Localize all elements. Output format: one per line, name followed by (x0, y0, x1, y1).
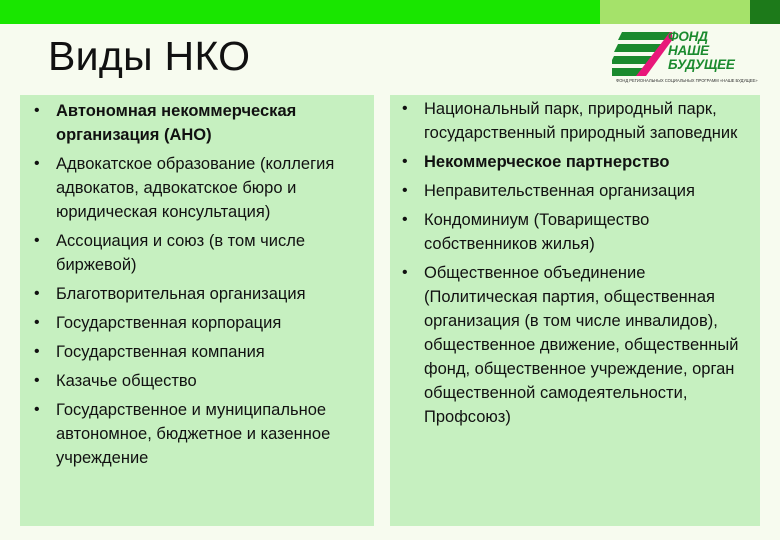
bullet-icon: • (34, 343, 40, 360)
list-item (32, 282, 366, 306)
list-item (400, 97, 752, 145)
list-item (400, 150, 752, 174)
list-item-text: Казачье общество (56, 372, 197, 390)
list-item-text: Государственная компания (56, 343, 265, 361)
bullet-icon: • (34, 372, 40, 389)
list-item-text: Общественное объединение (Политическая партия, общественная организация (в том числе инвалидов), общественное движение, общественный фонд, общественное учреждение, орган общественной самодеятельности, Профсоюз) (424, 264, 739, 426)
list-item (32, 229, 366, 277)
top-bar-segment-light (600, 0, 750, 24)
left-column-panel (20, 95, 374, 526)
list-item (400, 179, 752, 203)
bullet-icon: • (34, 102, 40, 119)
list-item-text: Государственная корпорация (56, 314, 282, 332)
list-item-text: Неправительственная организация (424, 182, 695, 200)
logo-word-1: ФОНД (668, 29, 708, 44)
fund-logo (612, 28, 758, 86)
top-bar-segment-bright (0, 0, 600, 24)
bullet-icon: • (34, 314, 40, 331)
bullet-icon: • (402, 211, 408, 228)
list-item (32, 369, 366, 393)
list-item-text: Адвокатское образование (коллегия адвокатов, адвокатское бюро и юридическая консультация) (56, 155, 335, 221)
list-item (32, 99, 366, 147)
bullet-icon: • (34, 285, 40, 302)
page-title: Виды НКО (48, 33, 251, 79)
list-item (32, 398, 366, 470)
bullet-icon: • (34, 155, 40, 172)
logo-mark-icon (612, 28, 672, 78)
bullet-icon: • (34, 232, 40, 249)
right-column-panel (390, 95, 760, 526)
bullet-icon: • (402, 264, 408, 281)
logo-wordmark (668, 30, 735, 72)
list-item (400, 208, 752, 256)
list-item-text: Некоммерческое партнерство (424, 153, 670, 171)
logo-word-3: БУДУЩЕЕ (668, 57, 735, 72)
left-list (32, 99, 366, 470)
list-item-text: Автономная некоммерческая организация (АНО) (56, 102, 297, 144)
logo-tagline: ФОНД РЕГИОНАЛЬНЫХ СОЦИАЛЬНЫХ ПРОГРАММ «НАШЕ БУДУЩЕЕ» (616, 78, 758, 83)
list-item (32, 311, 366, 335)
bullet-icon: • (402, 182, 408, 199)
bullet-icon: • (402, 100, 408, 117)
bullet-icon: • (34, 401, 40, 418)
list-item-text: Государственное и муниципальное автономное, бюджетное и казенное учреждение (56, 401, 331, 467)
logo-word-2: НАШЕ (668, 43, 709, 58)
list-item-text: Ассоциация и союз (в том числе биржевой) (56, 232, 306, 274)
bullet-icon: • (402, 153, 408, 170)
list-item (400, 261, 752, 429)
list-item (32, 340, 366, 364)
list-item-text: Благотворительная организация (56, 285, 306, 303)
list-item-text: Национальный парк, природный парк, государственный природный заповедник (424, 100, 738, 142)
right-list (400, 97, 752, 429)
top-bar-segment-dark (750, 0, 780, 24)
list-item-text: Кондоминиум (Товарищество собственников жилья) (424, 211, 650, 253)
list-item (32, 152, 366, 224)
top-color-bar (0, 0, 780, 24)
